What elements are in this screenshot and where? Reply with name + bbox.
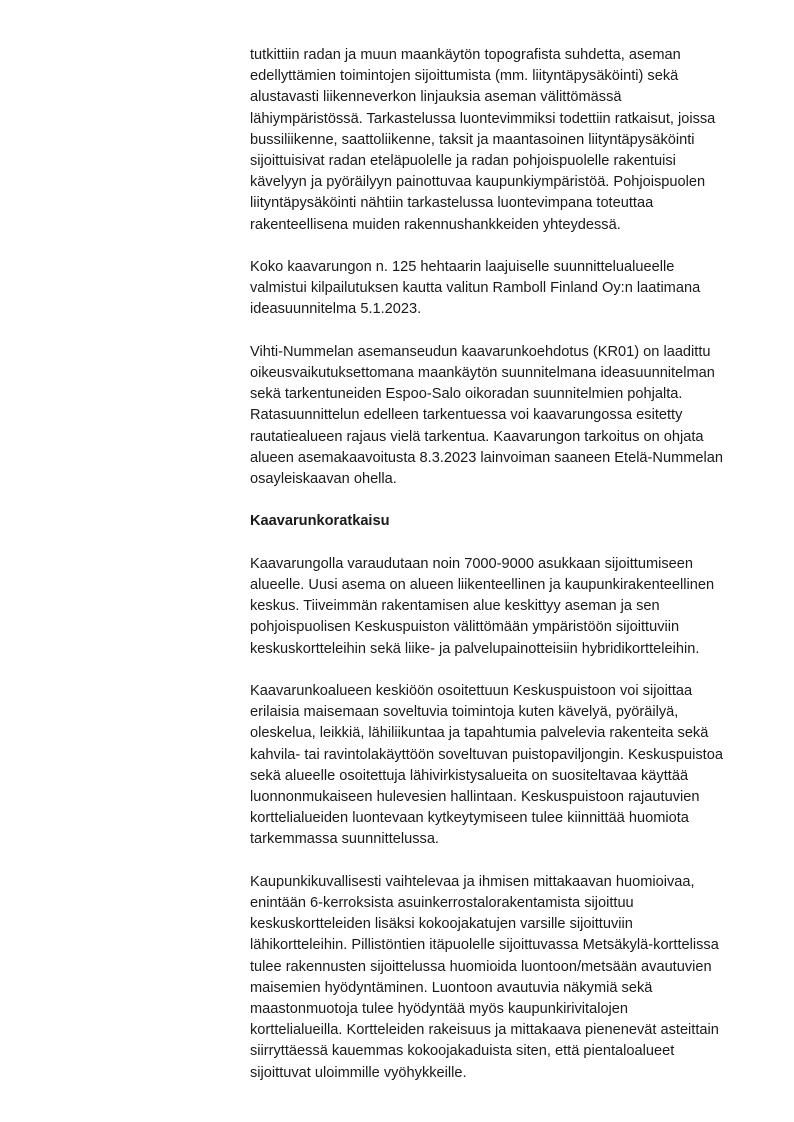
text-line: sijoittuisivat radan eteläpuolelle ja radan pohjoispuolelle rakentuisi <box>250 153 676 170</box>
paragraph-plan-proposal <box>250 342 770 490</box>
text-line: keskuskortteleihin sekä liike- ja palvelupainotteisiin hybridikortteleihin. <box>250 640 700 657</box>
text-line: Kaavarunkoalueen keskiöön osoitettuun Keskuspuistoon voi sijoittaa <box>250 683 693 700</box>
text-line: kävelyyn ja pyöräilyyn painottuvaa kaupunkiympäristöä. Pohjoispuolen <box>250 174 706 191</box>
section-heading <box>250 511 770 532</box>
paragraph-cityscape <box>250 872 770 1084</box>
text-line: oleskelua, leikkiä, lähiliikuntaa ja tapahtumia palvelevia rakenteita sekä <box>250 725 709 742</box>
text-line: tarkemmassa suunnittelussa. <box>250 831 439 848</box>
text-line: oikeusvaikutuksettomana maankäytön suunnitelmana ideasuunnitelman <box>250 365 715 382</box>
text-line: sekä alueelle osoitettuja lähivirkistysalueita on suositeltavaa käyttää <box>250 767 689 784</box>
heading-text: Kaavarunkoratkaisu <box>250 513 390 530</box>
text-line: pohjoispuolisen Keskuspuiston välittömään ympäristöön sijoittuviin <box>250 619 680 636</box>
text-line: enintään 6-kerroksista asuinkerrostalorakentamista sijoittuu <box>250 895 634 912</box>
text-line: bussiliikenne, saattoliikenne, taksit ja maantasoinen liityntäpysäköinti <box>250 131 695 148</box>
text-line: Kaavarungolla varaudutaan noin 7000-9000 asukkaan sijoittumiseen <box>250 555 693 572</box>
text-line: sijoittuvat uloimmille vyöhykkeille. <box>250 1064 467 1081</box>
paragraph-idea-plan <box>250 257 770 321</box>
text-line: alueen asemakaavoitusta 8.3.2023 lainvoiman saaneen Etelä-Nummelan <box>250 449 723 466</box>
text-line: keskuskortteleiden lisäksi kokoojakatujen varsille sijoittuviin <box>250 916 633 933</box>
paragraph-central-park <box>250 681 770 851</box>
text-line: rautatiealueen rajaus vielä tarkentua. Kaavarungon tarkoitus on ohjata <box>250 428 704 445</box>
text-line: Vihti-Nummelan asemanseudun kaavarunkoehdotus (KR01) on laadittu <box>250 343 711 360</box>
paragraph-station-study <box>250 45 770 236</box>
text-line: edellyttämien toimintojen sijoittumista (mm. liityntäpysäköinti) sekä <box>250 68 679 85</box>
text-line: keskus. Tiiveimmän rakentamisen alue keskittyy aseman ja sen <box>250 598 660 615</box>
text-line: maisemien hyödyntäminen. Luontoon avautuvia näkymiä sekä <box>250 979 653 996</box>
text-line: rakenteellisena muiden rakennushankkeiden yhteydessä. <box>250 216 621 233</box>
text-line: korttelialueiden luontevaan kytkeytymiseen tulee kiinnittää huomiota <box>250 810 689 827</box>
text-line: Kaupunkikuvallisesti vaihtelevaa ja ihmisen mittakaavan huomioivaa, <box>250 873 695 890</box>
text-line: osayleiskaavan ohella. <box>250 471 397 488</box>
text-line: maastonmuotoja tulee hyödyntää myös kaupunkirivitalojen <box>250 1001 629 1018</box>
text-line: kahvila- tai ravintolakäyttöön soveltuvan puistopaviljongin. Keskuspuistoa <box>250 746 723 763</box>
text-line: lähiympäristössä. Tarkastelussa luontevimmiksi todettiin ratkaisut, joissa <box>250 110 716 127</box>
text-line: tulee rakennusten sijoittelussa huomioida luontoon/metsään avautuvien <box>250 958 712 975</box>
document-page <box>250 45 770 1105</box>
text-line: lähikortteleihin. Pillistöntien itäpuolelle sijoittuvassa Metsäkylä-korttelissa <box>250 937 719 954</box>
text-line: alueelle. Uusi asema on alueen liikenteellinen ja kaupunkirakenteellinen <box>250 577 715 594</box>
paragraph-residents <box>250 554 770 660</box>
text-line: valmistui kilpailutuksen kautta valitun Ramboll Finland Oy:n laatimana <box>250 280 701 297</box>
text-line: liityntäpysäköinti nähtiin tarkastelussa luontevimpana toteuttaa <box>250 195 654 212</box>
text-line: korttelialueilla. Kortteleiden rakeisuus ja mittakaava pienenevät asteittain <box>250 1022 719 1039</box>
text-line: tutkittiin radan ja muun maankäytön topografista suhdetta, aseman <box>250 47 681 63</box>
text-line: Ratasuunnittelun edelleen tarkentuessa voi kaavarungossa esitetty <box>250 407 683 424</box>
text-line: ideasuunnitelma 5.1.2023. <box>250 301 422 318</box>
text-line: erilaisia maisemaan soveltuvia toimintoja kuten kävelyä, pyöräilyä, <box>250 704 679 721</box>
text-line: alustavasti liikenneverkon linjauksia aseman välittömässä <box>250 89 622 106</box>
text-line: luonnonmukaiseen hulevesien hallintaan. Keskuspuistoon rajautuvien <box>250 789 700 806</box>
text-line: sekä tarkentuneiden Espoo-Salo oikoradan suunnitelmien pohjalta. <box>250 386 683 403</box>
text-line: siirryttäessä kauemmas kokoojakaduista siten, että pientaloalueet <box>250 1043 675 1060</box>
text-line: Koko kaavarungon n. 125 hehtaarin laajuiselle suunnittelualueelle <box>250 259 675 276</box>
